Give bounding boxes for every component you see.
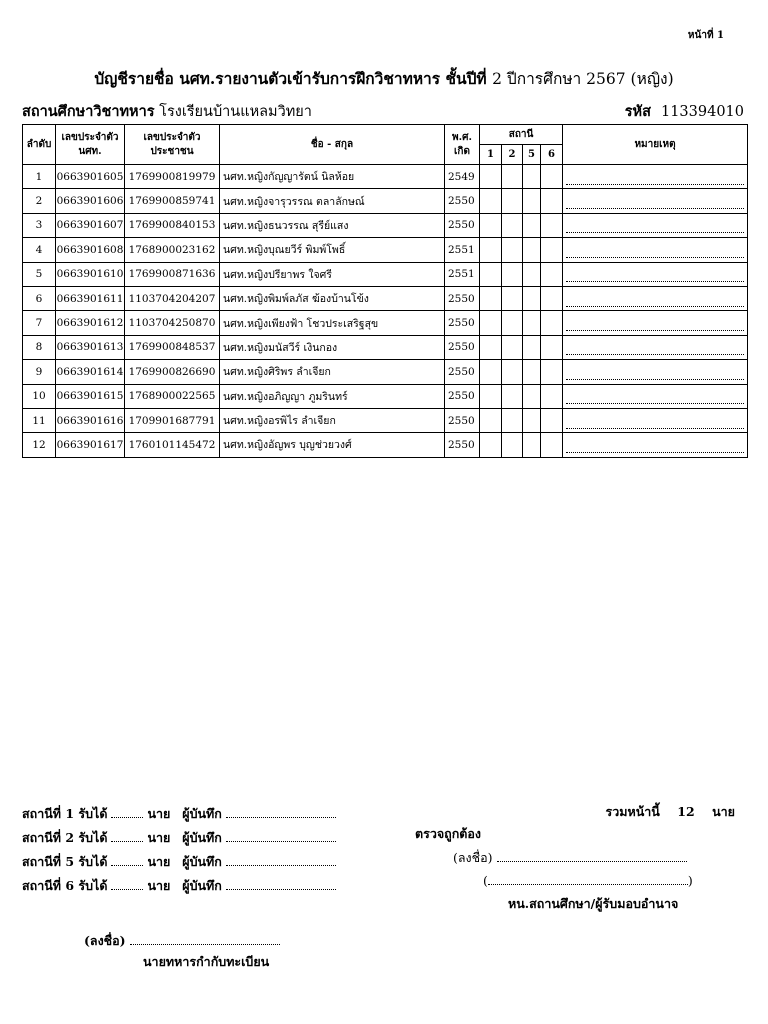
cell-cadet-id: 0663901616 [56,408,125,432]
cell-citizen-id: 1709901687791 [125,408,220,432]
cell-station-check[interactable] [502,433,523,457]
recorder-field[interactable] [226,855,336,866]
sign-label: (ลงชื่อ) [453,850,493,865]
cell-remark[interactable] [563,384,748,408]
recorder-field[interactable] [226,807,336,818]
officer-signature-line [84,931,280,951]
cell-citizen-id: 1769900859741 [125,189,220,213]
cell-no: 3 [23,213,56,237]
officer-signature-field[interactable] [130,934,280,945]
header-name: ชื่อ - สกุล [220,125,445,165]
cell-remark[interactable] [563,262,748,286]
cell-birth-year: 2551 [445,238,480,262]
table-row [23,433,748,457]
station-unit: นาย [147,854,171,869]
remark-dotted-line [566,315,744,331]
cell-no: 6 [23,286,56,310]
header-station-6: 6 [541,145,563,165]
cell-station-check[interactable] [480,408,502,432]
cell-station-check[interactable] [480,335,502,359]
head-role: หน.สถานศึกษา/ผู้รับมอบอำนาจ [508,896,679,911]
cell-station-check[interactable] [541,335,563,359]
cell-station-check[interactable] [502,238,523,262]
cell-remark[interactable] [563,335,748,359]
cell-citizen-id: 1103704250870 [125,311,220,335]
cell-name: นศท.หญิงปรียาพร ใจศรี [220,262,445,286]
cell-remark[interactable] [563,238,748,262]
cell-station-check[interactable] [502,408,523,432]
station-unit: นาย [147,806,171,821]
header-remarks: หมายเหตุ [563,125,748,165]
cell-birth-year: 2549 [445,165,480,189]
cell-station-check[interactable] [480,311,502,335]
cell-birth-year: 2551 [445,262,480,286]
cell-remark[interactable] [563,189,748,213]
station-label: สถานีที่ 5 รับได้ [22,854,108,869]
cell-no: 11 [23,408,56,432]
roster-table [22,124,748,458]
code-value: 113394010 [660,104,744,120]
recorder-field[interactable] [226,879,336,890]
title-main: บัญชีรายชื่อ นศท.รายงานตัวเข้ารับการฝึกวิชาทหาร ชั้นปีที่ [94,69,487,88]
document-title [0,66,768,91]
header-station-1: 1 [480,145,502,165]
cell-no: 9 [23,360,56,384]
cell-station-check[interactable] [523,165,541,189]
cell-birth-year: 2550 [445,286,480,310]
cell-station-check[interactable] [502,311,523,335]
cell-station-check[interactable] [523,311,541,335]
officer-role: นายทหารกำกับทะเบียน [143,954,270,969]
cell-station-check[interactable] [541,165,563,189]
table-row [23,335,748,359]
cell-station-check[interactable] [523,213,541,237]
cell-name: นศท.หญิงพิมพ์ลภัส ฆ้องบ้านโข้ง [220,286,445,310]
cell-name: นศท.หญิงเพียงฟ้า โชวประเสริฐสุข [220,311,445,335]
cell-station-check[interactable] [541,238,563,262]
header-birth-year: พ.ศ. เกิด [445,125,480,165]
cell-station-check[interactable] [502,286,523,310]
table-row [23,408,748,432]
cell-station-check[interactable] [502,335,523,359]
school-code [625,100,744,123]
cell-cadet-id: 0663901613 [56,335,125,359]
school-name: โรงเรียนบ้านแหลมวิทยา [159,104,312,120]
cell-cadet-id: 0663901607 [56,213,125,237]
recorder-field[interactable] [226,831,336,842]
cell-station-check[interactable] [523,384,541,408]
cell-station-check[interactable] [480,165,502,189]
cell-no: 2 [23,189,56,213]
school-line [22,100,312,123]
remark-dotted-line [566,169,744,185]
cell-citizen-id: 1760101145472 [125,433,220,457]
station-unit: นาย [147,830,171,845]
cell-remark[interactable] [563,165,748,189]
table-row [23,262,748,286]
cell-cadet-id: 0663901617 [56,433,125,457]
table-row [23,213,748,237]
cell-remark[interactable] [563,408,748,432]
cell-station-check[interactable] [523,189,541,213]
total-label: รวมหน้านี้ [605,804,660,819]
cell-station-check[interactable] [502,384,523,408]
station-recorder-label: ผู้บันทึก [182,830,222,845]
cell-name: นศท.หญิงจารุวรรณ ตลาลักษณ์ [220,189,445,213]
table-row [23,189,748,213]
remark-dotted-line [566,388,744,404]
station-line [22,828,336,848]
cell-cadet-id: 0663901610 [56,262,125,286]
station-label: สถานีที่ 6 รับได้ [22,878,108,893]
cell-birth-year: 2550 [445,311,480,335]
page-total [606,802,735,822]
cell-birth-year: 2550 [445,189,480,213]
cell-station-check[interactable] [480,360,502,384]
cell-name: นศท.หญิงธนวรรณ สุรีย์แสง [220,213,445,237]
signature-field[interactable] [497,851,687,862]
cell-cadet-id: 0663901611 [56,286,125,310]
cell-birth-year: 2550 [445,384,480,408]
title-year: 2 ปีการศึกษา 2567 (หญิง) [492,70,674,88]
station-line [22,852,336,872]
cell-station-check[interactable] [502,213,523,237]
cell-station-check[interactable] [541,384,563,408]
head-name-line [483,873,693,888]
remark-dotted-line [566,364,744,380]
cell-station-check[interactable] [480,433,502,457]
cell-station-check[interactable] [541,408,563,432]
cell-cadet-id: 0663901612 [56,311,125,335]
cell-station-check[interactable] [541,189,563,213]
cell-station-check[interactable] [523,360,541,384]
cell-station-check[interactable] [541,433,563,457]
cell-name: นศท.หญิงกัญญารัตน์ นิลห้อย [220,165,445,189]
cell-remark[interactable] [563,433,748,457]
cell-station-check[interactable] [523,408,541,432]
table-row [23,360,748,384]
cell-citizen-id: 1768900022565 [125,384,220,408]
cell-station-check[interactable] [541,286,563,310]
cell-station-check[interactable] [523,238,541,262]
total-value: 12 [677,804,695,819]
cell-no: 12 [23,433,56,457]
remark-dotted-line [566,193,744,209]
cell-station-check[interactable] [480,213,502,237]
verified-label: ตรวจถูกต้อง [415,826,482,841]
cell-station-check[interactable] [523,335,541,359]
cell-station-check[interactable] [502,165,523,189]
table-row [23,286,748,310]
cell-station-check[interactable] [523,286,541,310]
cell-station-check[interactable] [502,360,523,384]
cell-name: นศท.หญิงศิริพร ลำเจียก [220,360,445,384]
paren-open: ( [483,873,488,888]
station-label: สถานีที่ 1 รับได้ [22,806,108,821]
cell-station-check[interactable] [502,262,523,286]
cell-cadet-id: 0663901614 [56,360,125,384]
code-label: รหัส [624,103,651,120]
cell-no: 7 [23,311,56,335]
cell-name: นศท.หญิงอรพิไร ลำเจียก [220,408,445,432]
cell-name: นศท.หญิงอภิญญา ภูมรินทร์ [220,384,445,408]
cell-station-check[interactable] [502,189,523,213]
table-row [23,165,748,189]
cell-cadet-id: 0663901605 [56,165,125,189]
cell-name: นศท.หญิงบุณยวีร์ พิมพ์โพธิ์ [220,238,445,262]
school-label: สถานศึกษาวิชาทหาร [22,103,155,120]
station-line [22,876,336,896]
cell-citizen-id: 1103704204207 [125,286,220,310]
table-body [23,165,748,458]
remark-dotted-line [566,413,744,429]
cell-station-check[interactable] [541,213,563,237]
cell-no: 1 [23,165,56,189]
station-count-field[interactable] [111,831,143,842]
name-field[interactable] [488,874,688,885]
cell-citizen-id: 1769900848537 [125,335,220,359]
station-count-field[interactable] [111,855,143,866]
head-signature-line [453,848,687,868]
cell-birth-year: 2550 [445,408,480,432]
cell-no: 8 [23,335,56,359]
cell-station-check[interactable] [480,286,502,310]
total-unit: นาย [712,804,735,819]
cell-no: 5 [23,262,56,286]
cell-station-check[interactable] [541,360,563,384]
cell-name: นศท.หญิงมนัสวีร์ เงินกอง [220,335,445,359]
cell-station-check[interactable] [480,238,502,262]
station-recorder-label: ผู้บันทึก [182,806,222,821]
cell-name: นศท.หญิงอัญพร บุญช่วยวงศ์ [220,433,445,457]
cell-birth-year: 2550 [445,213,480,237]
table-row [23,238,748,262]
cell-cadet-id: 0663901615 [56,384,125,408]
table-header [23,125,748,165]
cell-station-check[interactable] [523,262,541,286]
station-count-field[interactable] [111,807,143,818]
cell-remark[interactable] [563,286,748,310]
cell-cadet-id: 0663901606 [56,189,125,213]
cell-birth-year: 2550 [445,335,480,359]
cell-birth-year: 2550 [445,433,480,457]
cell-station-check[interactable] [523,433,541,457]
cell-no: 10 [23,384,56,408]
cell-remark[interactable] [563,213,748,237]
cell-citizen-id: 1768900023162 [125,238,220,262]
remark-dotted-line [566,339,744,355]
station-count-field[interactable] [111,879,143,890]
cell-no: 4 [23,238,56,262]
station-unit: นาย [147,878,171,893]
cell-citizen-id: 1769900840153 [125,213,220,237]
officer-sign-label: (ลงชื่อ) [84,933,126,948]
remark-dotted-line [566,266,744,282]
header-station-2: 2 [502,145,523,165]
cell-station-check[interactable] [480,262,502,286]
cell-citizen-id: 1769900871636 [125,262,220,286]
remark-dotted-line [566,291,744,307]
header-no: ลำดับ [23,125,56,165]
station-label: สถานีที่ 2 รับได้ [22,830,108,845]
header-station-5: 5 [523,145,541,165]
cell-station-check[interactable] [480,189,502,213]
cell-citizen-id: 1769900826690 [125,360,220,384]
table-row [23,311,748,335]
paren-close: ) [687,873,693,888]
cell-remark[interactable] [563,360,748,384]
cell-birth-year: 2550 [445,360,480,384]
header-citizen-id: เลขประจำตัว ประชาชน [125,125,220,165]
remark-dotted-line [566,242,744,258]
cell-cadet-id: 0663901608 [56,238,125,262]
station-line [22,804,336,824]
cell-station-check[interactable] [541,262,563,286]
header-cadet-id: เลขประจำตัว นศท. [56,125,125,165]
station-recorder-label: ผู้บันทึก [182,878,222,893]
table-row [23,384,748,408]
page-number: หน้าที่ 1 [687,30,724,41]
remark-dotted-line [566,217,744,233]
cell-station-check[interactable] [480,384,502,408]
cell-citizen-id: 1769900819979 [125,165,220,189]
cell-remark[interactable] [563,311,748,335]
cell-station-check[interactable] [541,311,563,335]
remark-dotted-line [566,437,744,453]
station-recorder-label: ผู้บันทึก [182,854,222,869]
header-stations: สถานี [480,125,563,145]
